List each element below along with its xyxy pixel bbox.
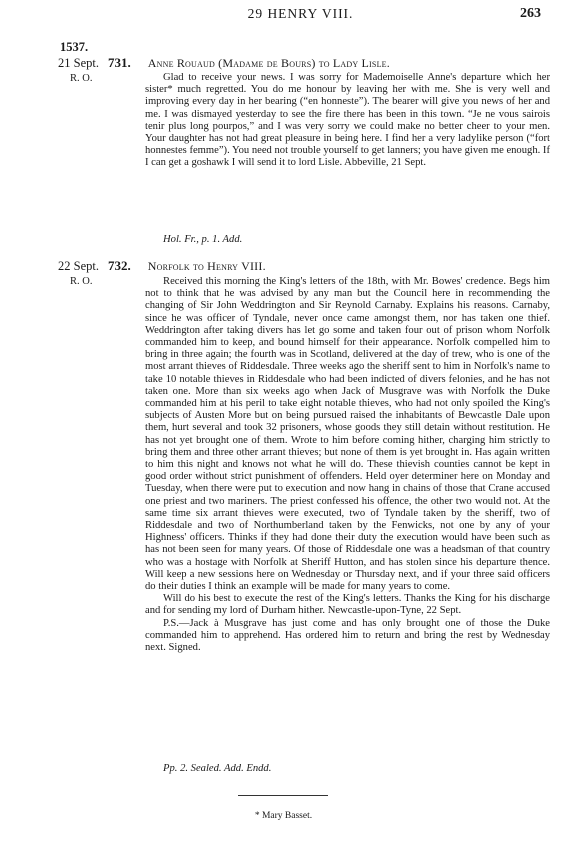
page-header: [60, 6, 541, 26]
entry-732-date: 22 Sept.: [58, 259, 99, 273]
footnote: * Mary Basset.: [254, 811, 313, 821]
entry-731-date: 21 Sept.: [58, 56, 99, 70]
entry-732-text: Received this morning the King's letters of the 18th, with Mr. Bowes' credence. Begs him not to think that he was advised by any man but the Council here in recommending the changing of Sir John Weddrington and Sir Reynold Carnaby. Explains his reasons. Carnaby, since he was officer of Tyndale, never once came amongst them, nor has taken one thief. Weddrington after taking divers has let go some and taken four out of prison whom Norfolk commanded him to keep, and bound himself for their appearance. Norfolk compelled him to bring in three again; the fourth was in Scotland, delivered at the day of trew, who is one of the most arrant thieves of Riddesdale. Three weeks ago the sheriff sent to him in Norfolk's name to take 10 notable thieves in Riddesdale who had been indicted of divers felonies, and he has not taken one. More than six weeks ago when Jack of Musgrave was with Norfolk the Duke commanded him at his peril to take eight notable thieves, who had not only spoiled the King's subjects of Austen More but on being pursued raised the inhabitants of Bewcastle Dale upon them, hurt several and took 32 prisoners, whose goods they still detain without restitution. He has not yet brought one of them. Wrote to him before coming hither, charging him strictly to bring them and three other arrant thieves; but none of them is yet brought in. Has again written to him this night and knows not what he will do. These thievish counties cannot be kept in good order without strict punishment of offenders. Held oyer determiner here on Monday and Tuesday, when there were put to execution and now hang in chains of those that Crane accused one priest and two mariners. The priest confessed his offence, the other two would not. At the same time six arrant thieves were executed, two of Tyndale taken by the sheriff, two of Riddesdale and two of Northumberland taken by the Fenwicks, not one by any of your Highness' officers. Thinks if they had done their duty the execution would have been such as has not been seen for many years. Of those of Riddesdale one was a headsman of that country who was a hostage with Norfolk at Sheriff Hutton, and has stolen since his departure thence. Will keep a new sessions here on Wednesday or Thursday next, and if your three said officers do their duties I think an example will be made for many years to come.: [145, 276, 550, 593]
entry-732-heading: [108, 258, 266, 274]
entry-732-source: R. O.: [70, 276, 93, 287]
entry-731-source: R. O.: [70, 73, 93, 84]
year-label: 1537.: [60, 40, 89, 54]
running-title: 29 HENRY VIII.: [247, 6, 354, 21]
entry-731-meta: Hol. Fr., p. 1. Add.: [163, 234, 243, 245]
entry-732-meta: Pp. 2. Sealed. Add. Endd.: [163, 763, 272, 774]
entry-732-title: Norfolk to Henry VIII.: [147, 259, 266, 273]
entry-732-number: 732.: [108, 258, 131, 273]
entry-731-number: 731.: [108, 55, 131, 70]
page-number: 263: [520, 6, 541, 21]
entry-731-text: Glad to receive your news. I was sorry for Mademoiselle Anne's departure which her sister* much regretted. You do me honour by leaving her with me. She is very well and improving every day in her bearing (“en honneste”). The bearer will give you news of her and me. I was dismayed yesterday to see the fire there has been in this town. “Je ne vous sairois tenir plus long pourpos,” and I was very sorry we could make no better cheer to your men. Your daughter has not had great pleasure in being here. I find her a very ladylike person (“fort honnestes femme”). You need not trouble yourself to get lanners; you have given me enough. If I can get a goshawk I will send it to lord Lisle. Abbeville, 21 Sept.: [145, 72, 550, 169]
entry-732-text2: Will do his best to execute the rest of the King's letters. Thanks the King for his discharge and for sending my lord of Durham hither. Newcastle-upon-Tyne, 22 Sept.: [145, 593, 550, 617]
entry-731-heading: [108, 55, 390, 71]
entry-732-body: [145, 276, 550, 654]
entry-731-title: Anne Rouaud (Madame de Bours) to Lady Lisle.: [147, 56, 390, 70]
footnote-rule: [238, 795, 328, 796]
entry-732-postscript: P.S.—Jack à Musgrave has just come and has only brought one of those the Duke commanded him to apprehend. Has ordered him to return and bring the rest by Wednesday next. Signed.: [145, 617, 550, 654]
entry-731-body: [145, 72, 550, 170]
